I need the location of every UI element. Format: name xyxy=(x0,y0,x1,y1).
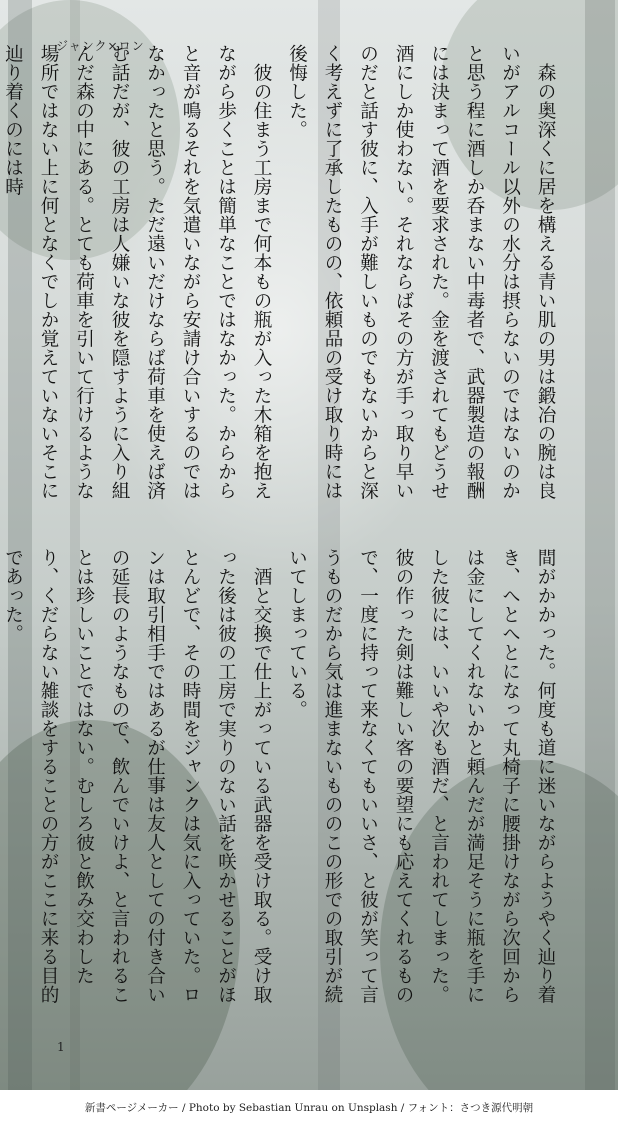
paragraph: 森の奥深くに居を構える青い肌の男は鍛冶の腕は良いがアルコール以外の水分は摂らないのではないのかと思う程に酒しか呑まない中毒者で、武器製造の報酬には決まって酒を要求された。金を渡されてもどうせ酒にしか使わない。それならばその方が手っ取り早いのだと話す彼に、入手が難しいものでもないからと深く考えずに了承したものの、依頼品の受け取り時には後悔した。 xyxy=(286,44,556,500)
page-header-title: ジャンク×ロン xyxy=(56,39,145,53)
paragraph: 酒と交換で仕上がっている武器を受け取る。受け取った後は彼の工房で実りのない話を咲かせることがほとんどで、その時間をジャンクは気に入っていた。ロンは取引相手ではあるが仕事は友人としての付き合いの延長のようなもので、飲んでいけよ、と言われることは珍しいことではない。むしろ彼と飲み交わしたり、くだらない雑談をすることの方がここに来る目的であった。 xyxy=(2,548,272,1004)
text-block-bottom xyxy=(2,548,563,1018)
footer-credit: 新書ページメーカー / Photo by Sebastian Unrau on Unsplash / フォント：さつき源代明朝 xyxy=(84,1102,534,1114)
text-block-top xyxy=(2,44,563,514)
page-number: 1 xyxy=(57,1040,65,1054)
paragraph: 間がかかった。何度も道に迷いながらようやく辿り着き、へとへとになって丸椅子に腰掛けながら次回からは金にしてくれないかと頼んだが満足そうに瓶を手にした彼には、いいや次も酒だ、と言われてしまった。彼の作った剣は難しい客の要望にも応えてくれるもので、一度に持って来なくてもいいさ、と彼が笑って言うものだから気は進まないもののこの形での取引が続いてしまっている。 xyxy=(286,548,556,1004)
tree-trunk-decor xyxy=(585,0,615,1090)
paragraph: 彼の住まう工房まで何本もの瓶が入った木箱を抱えながら歩くことは簡単なことではなかった。からからと音が鳴るそれを気遣いながら安請け合いするのではなかったと思う。ただ遠いだけならば荷車を使えば済む話だが、彼の工房は人嫌いな彼を隠すように入り組んだ森の中にある。とても荷車を引いて行けるような場所ではない上に何となくでしか覚えていないそこに辿り着くのには時 xyxy=(2,44,272,500)
